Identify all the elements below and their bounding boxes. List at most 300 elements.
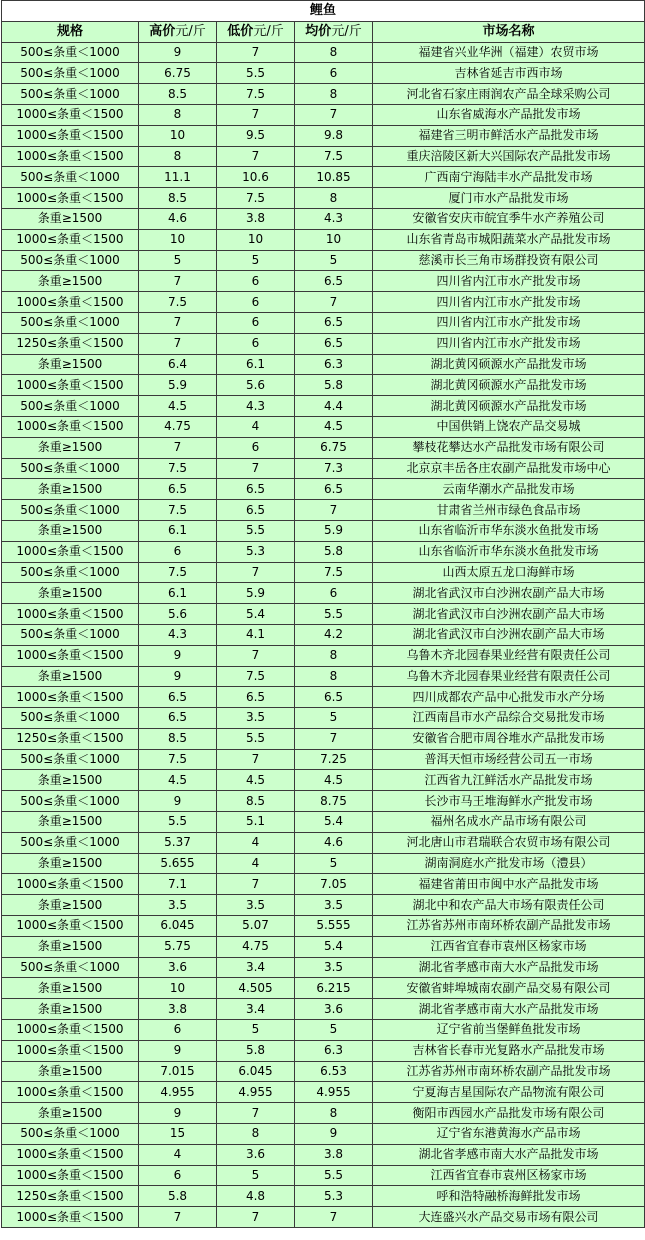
cell-spec: 500≤条重＜1000 (2, 500, 139, 521)
cell-avg-price: 7.05 (295, 874, 373, 895)
cell-high-price: 9 (139, 1040, 217, 1061)
cell-spec: 1000≤条重＜1500 (2, 188, 139, 209)
cell-low-price: 3.8 (217, 208, 295, 229)
cell-market: 辽宁省前当堡鲜鱼批发市场 (373, 1020, 645, 1041)
cell-avg-price: 4.955 (295, 1082, 373, 1103)
cell-avg-price: 7.5 (295, 562, 373, 583)
header-avg-unit: 元/斤 (331, 24, 362, 40)
cell-low-price: 3.4 (217, 957, 295, 978)
cell-low-price: 4.5 (217, 770, 295, 791)
cell-low-price: 5.1 (217, 812, 295, 833)
cell-spec: 条重≥1500 (2, 999, 139, 1020)
cell-market: 长沙市马王堆海鲜水产批发市场 (373, 791, 645, 812)
table-row (2, 666, 645, 687)
cell-spec: 1250≤条重＜1500 (2, 333, 139, 354)
cell-high-price: 4.5 (139, 770, 217, 791)
cell-high-price: 8.5 (139, 84, 217, 105)
cell-low-price: 5.07 (217, 916, 295, 937)
cell-market: 山东省临沂市华东淡水鱼批发市场 (373, 541, 645, 562)
cell-market: 四川省内江市水产批发市场 (373, 292, 645, 313)
table-row (2, 1020, 645, 1041)
table-row (2, 1061, 645, 1082)
cell-market: 福建省兴业华洲（福建）农贸市场 (373, 42, 645, 63)
cell-market: 湖南洞庭水产批发市场（澧县） (373, 853, 645, 874)
header-low-label: 低价 (227, 24, 254, 40)
cell-low-price: 4.1 (217, 624, 295, 645)
cell-low-price: 4.3 (217, 396, 295, 417)
cell-spec: 1000≤条重＜1500 (2, 916, 139, 937)
cell-market: 中国供销上饶农产品交易城 (373, 416, 645, 437)
table-row (2, 1040, 645, 1061)
header-high-label: 高价 (149, 24, 176, 40)
cell-low-price: 5.8 (217, 1040, 295, 1061)
cell-market: 河北唐山市君瑞联合农贸市场有限公司 (373, 832, 645, 853)
cell-avg-price: 6.3 (295, 1040, 373, 1061)
cell-avg-price: 7.3 (295, 458, 373, 479)
cell-avg-price: 6 (295, 583, 373, 604)
cell-high-price: 5.37 (139, 832, 217, 853)
cell-high-price: 7.5 (139, 562, 217, 583)
cell-avg-price: 5.555 (295, 916, 373, 937)
cell-market: 江西南昌市水产品综合交易批发市场 (373, 708, 645, 729)
table-row (2, 916, 645, 937)
cell-spec: 1000≤条重＜1500 (2, 1020, 139, 1041)
cell-spec: 500≤条重＜1000 (2, 84, 139, 105)
cell-low-price: 7 (217, 458, 295, 479)
cell-market: 普洱天恒市场经营公司五一市场 (373, 749, 645, 770)
cell-high-price: 6.5 (139, 479, 217, 500)
cell-spec: 500≤条重＜1000 (2, 250, 139, 271)
cell-low-price: 5.9 (217, 583, 295, 604)
cell-high-price: 5.75 (139, 936, 217, 957)
cell-avg-price: 4.5 (295, 416, 373, 437)
cell-high-price: 10 (139, 978, 217, 999)
table-row (2, 957, 645, 978)
cell-market: 四川省内江市水产批发市场 (373, 312, 645, 333)
cell-market: 福州名成水产品市场有限公司 (373, 812, 645, 833)
cell-avg-price: 3.6 (295, 999, 373, 1020)
cell-market: 湖北黄冈硕源水产品批发市场 (373, 354, 645, 375)
cell-low-price: 4.75 (217, 936, 295, 957)
cell-spec: 条重≥1500 (2, 479, 139, 500)
cell-high-price: 8.5 (139, 188, 217, 209)
table-row (2, 104, 645, 125)
cell-high-price: 6.75 (139, 63, 217, 84)
header-high-unit: 元/斤 (175, 24, 206, 40)
cell-low-price: 5 (217, 1165, 295, 1186)
header-avg-label: 均价 (305, 24, 332, 40)
table-row (2, 874, 645, 895)
cell-spec: 1000≤条重＜1500 (2, 1040, 139, 1061)
header-spec: 规格 (2, 21, 139, 42)
table-row (2, 687, 645, 708)
cell-avg-price: 8 (295, 42, 373, 63)
cell-avg-price: 5.4 (295, 812, 373, 833)
cell-spec: 条重≥1500 (2, 853, 139, 874)
cell-high-price: 4.3 (139, 624, 217, 645)
cell-low-price: 7.5 (217, 188, 295, 209)
cell-market: 四川省内江市水产批发市场 (373, 271, 645, 292)
cell-spec: 500≤条重＜1000 (2, 957, 139, 978)
cell-spec: 条重≥1500 (2, 520, 139, 541)
cell-spec: 1000≤条重＜1500 (2, 541, 139, 562)
cell-low-price: 7 (217, 562, 295, 583)
cell-low-price: 5.6 (217, 375, 295, 396)
cell-market: 河北省石家庄雨润农产品全球采购公司 (373, 84, 645, 105)
cell-high-price: 5 (139, 250, 217, 271)
table-row (2, 1124, 645, 1145)
cell-spec: 条重≥1500 (2, 895, 139, 916)
cell-low-price: 7 (217, 42, 295, 63)
table-row (2, 895, 645, 916)
cell-low-price: 5.3 (217, 541, 295, 562)
table-row (2, 292, 645, 313)
cell-high-price: 7 (139, 271, 217, 292)
cell-avg-price: 5.5 (295, 604, 373, 625)
cell-avg-price: 5.8 (295, 375, 373, 396)
cell-high-price: 7.015 (139, 1061, 217, 1082)
cell-high-price: 6 (139, 541, 217, 562)
cell-low-price: 4 (217, 853, 295, 874)
cell-high-price: 15 (139, 1124, 217, 1145)
cell-high-price: 4.75 (139, 416, 217, 437)
cell-spec: 1000≤条重＜1500 (2, 1207, 139, 1228)
table-row (2, 812, 645, 833)
cell-market: 吉林省长春市光复路水产品批发市场 (373, 1040, 645, 1061)
cell-spec: 1000≤条重＜1500 (2, 687, 139, 708)
cell-avg-price: 9.8 (295, 125, 373, 146)
cell-low-price: 4.955 (217, 1082, 295, 1103)
cell-spec: 条重≥1500 (2, 1103, 139, 1124)
cell-avg-price: 6.215 (295, 978, 373, 999)
table-row (2, 749, 645, 770)
cell-avg-price: 5.8 (295, 541, 373, 562)
cell-spec: 1000≤条重＜1500 (2, 416, 139, 437)
table-row (2, 63, 645, 84)
table-row (2, 562, 645, 583)
cell-avg-price: 5 (295, 250, 373, 271)
cell-low-price: 5 (217, 1020, 295, 1041)
cell-spec: 1000≤条重＜1500 (2, 874, 139, 895)
cell-avg-price: 8 (295, 84, 373, 105)
cell-spec: 条重≥1500 (2, 770, 139, 791)
table-row (2, 645, 645, 666)
cell-low-price: 6.5 (217, 479, 295, 500)
cell-market: 湖北省武汉市白沙洲农副产品大市场 (373, 583, 645, 604)
cell-spec: 1250≤条重＜1500 (2, 728, 139, 749)
table-row (2, 312, 645, 333)
cell-avg-price: 7.5 (295, 146, 373, 167)
cell-high-price: 8 (139, 104, 217, 125)
cell-high-price: 6 (139, 1020, 217, 1041)
cell-low-price: 5.4 (217, 604, 295, 625)
cell-spec: 500≤条重＜1000 (2, 749, 139, 770)
cell-market: 北京京丰岳各庄农副产品批发市场中心 (373, 458, 645, 479)
table-row (2, 458, 645, 479)
cell-avg-price: 9 (295, 1124, 373, 1145)
table-row (2, 208, 645, 229)
cell-avg-price: 6.53 (295, 1061, 373, 1082)
cell-high-price: 8 (139, 146, 217, 167)
table-row (2, 1103, 645, 1124)
cell-market: 广西南宁海陆丰水产品批发市场 (373, 167, 645, 188)
cell-market: 宁夏海吉星国际农产品物流有限公司 (373, 1082, 645, 1103)
cell-spec: 1000≤条重＜1500 (2, 292, 139, 313)
cell-avg-price: 7 (295, 292, 373, 313)
table-row (2, 1082, 645, 1103)
cell-market: 福建省莆田市闽中水产品批发市场 (373, 874, 645, 895)
cell-low-price: 3.5 (217, 895, 295, 916)
cell-market: 山西太原五龙口海鲜市场 (373, 562, 645, 583)
cell-spec: 1000≤条重＜1500 (2, 604, 139, 625)
cell-spec: 条重≥1500 (2, 666, 139, 687)
cell-low-price: 4 (217, 416, 295, 437)
cell-market: 厦门市水产品批发市场 (373, 188, 645, 209)
cell-high-price: 3.5 (139, 895, 217, 916)
cell-market: 江西省宜春市袁州区杨家市场 (373, 936, 645, 957)
cell-avg-price: 8.75 (295, 791, 373, 812)
table-row (2, 1144, 645, 1165)
cell-market: 湖北省武汉市白沙洲农副产品大市场 (373, 624, 645, 645)
cell-low-price: 6 (217, 312, 295, 333)
cell-avg-price: 7 (295, 500, 373, 521)
cell-avg-price: 3.8 (295, 1144, 373, 1165)
cell-low-price: 6.5 (217, 687, 295, 708)
cell-low-price: 6.5 (217, 500, 295, 521)
cell-high-price: 6.5 (139, 708, 217, 729)
cell-low-price: 4.8 (217, 1186, 295, 1207)
cell-spec: 条重≥1500 (2, 978, 139, 999)
cell-low-price: 5 (217, 250, 295, 271)
cell-high-price: 4.5 (139, 396, 217, 417)
cell-avg-price: 5 (295, 853, 373, 874)
cell-market: 湖北中和农产品大市场有限责任公司 (373, 895, 645, 916)
cell-market: 湖北黄冈硕源水产品批发市场 (373, 375, 645, 396)
cell-low-price: 5.5 (217, 728, 295, 749)
cell-low-price: 3.4 (217, 999, 295, 1020)
cell-high-price: 7 (139, 333, 217, 354)
table-row (2, 250, 645, 271)
cell-spec: 1000≤条重＜1500 (2, 645, 139, 666)
cell-low-price: 9.5 (217, 125, 295, 146)
table-row (2, 333, 645, 354)
cell-market: 福建省三明市鲜活水产品批发市场 (373, 125, 645, 146)
cell-spec: 500≤条重＜1000 (2, 396, 139, 417)
cell-market: 湖北省武汉市白沙洲农副产品大市场 (373, 604, 645, 625)
cell-high-price: 9 (139, 42, 217, 63)
cell-high-price: 6.1 (139, 520, 217, 541)
cell-market: 湖北省孝感市南大水产品批发市场 (373, 957, 645, 978)
cell-low-price: 8.5 (217, 791, 295, 812)
cell-low-price: 5.5 (217, 520, 295, 541)
cell-high-price: 9 (139, 645, 217, 666)
cell-avg-price: 5.5 (295, 1165, 373, 1186)
cell-high-price: 7 (139, 1207, 217, 1228)
cell-avg-price: 4.3 (295, 208, 373, 229)
cell-avg-price: 7 (295, 728, 373, 749)
cell-high-price: 4.955 (139, 1082, 217, 1103)
cell-low-price: 7 (217, 749, 295, 770)
cell-high-price: 6.4 (139, 354, 217, 375)
cell-high-price: 7.5 (139, 458, 217, 479)
table-row (2, 229, 645, 250)
cell-high-price: 4 (139, 1144, 217, 1165)
cell-market: 呼和浩特融桥海鲜批发市场 (373, 1186, 645, 1207)
cell-high-price: 5.9 (139, 375, 217, 396)
cell-spec: 1000≤条重＜1500 (2, 1082, 139, 1103)
cell-spec: 500≤条重＜1000 (2, 708, 139, 729)
cell-low-price: 4.505 (217, 978, 295, 999)
cell-avg-price: 10.85 (295, 167, 373, 188)
cell-high-price: 5.5 (139, 812, 217, 833)
cell-market: 湖北省孝感市南大水产品批发市场 (373, 1144, 645, 1165)
table-row (2, 167, 645, 188)
cell-market: 山东省青岛市城阳蔬菜水产品批发市场 (373, 229, 645, 250)
cell-avg-price: 8 (295, 645, 373, 666)
cell-market: 乌鲁木齐北园春果业经营有限责任公司 (373, 666, 645, 687)
cell-avg-price: 4.5 (295, 770, 373, 791)
cell-market: 湖北省孝感市南大水产品批发市场 (373, 999, 645, 1020)
cell-low-price: 7 (217, 104, 295, 125)
cell-low-price: 7.5 (217, 84, 295, 105)
cell-market: 甘肃省兰州市绿色食品市场 (373, 500, 645, 521)
table-row (2, 479, 645, 500)
cell-spec: 500≤条重＜1000 (2, 1124, 139, 1145)
table-row (2, 604, 645, 625)
cell-spec: 500≤条重＜1000 (2, 63, 139, 84)
cell-market: 衡阳市西园水产品批发市场有限公司 (373, 1103, 645, 1124)
cell-market: 慈溪市长三角市场群投资有限公司 (373, 250, 645, 271)
cell-high-price: 8.5 (139, 728, 217, 749)
cell-market: 吉林省延吉市西市场 (373, 63, 645, 84)
cell-spec: 1250≤条重＜1500 (2, 1186, 139, 1207)
table-row (2, 375, 645, 396)
cell-avg-price: 5 (295, 708, 373, 729)
table-row (2, 84, 645, 105)
header-row (2, 21, 645, 42)
cell-market: 云南华潮水产品批发市场 (373, 479, 645, 500)
table-row (2, 146, 645, 167)
cell-high-price: 6.045 (139, 916, 217, 937)
header-market: 市场名称 (373, 21, 645, 42)
cell-avg-price: 5.4 (295, 936, 373, 957)
cell-spec: 1000≤条重＜1500 (2, 146, 139, 167)
cell-low-price: 7 (217, 1103, 295, 1124)
table-row (2, 500, 645, 521)
table-row (2, 271, 645, 292)
cell-market: 安徽省蚌埠城南农副产品交易有限公司 (373, 978, 645, 999)
cell-high-price: 5.8 (139, 1186, 217, 1207)
cell-avg-price: 10 (295, 229, 373, 250)
cell-avg-price: 6.3 (295, 354, 373, 375)
cell-market: 江西省九江鲜活水产品批发市场 (373, 770, 645, 791)
cell-high-price: 7 (139, 437, 217, 458)
cell-spec: 500≤条重＜1000 (2, 458, 139, 479)
table-row (2, 396, 645, 417)
cell-low-price: 4 (217, 832, 295, 853)
cell-avg-price: 3.5 (295, 895, 373, 916)
cell-low-price: 6 (217, 271, 295, 292)
table-row (2, 978, 645, 999)
table-row (2, 770, 645, 791)
cell-low-price: 10.6 (217, 167, 295, 188)
cell-market: 湖北黄冈硕源水产品批发市场 (373, 396, 645, 417)
cell-high-price: 10 (139, 125, 217, 146)
cell-market: 江苏省苏州市南环桥农副产品批发市场 (373, 1061, 645, 1082)
cell-avg-price: 5.3 (295, 1186, 373, 1207)
cell-spec: 500≤条重＜1000 (2, 42, 139, 63)
cell-high-price: 4.6 (139, 208, 217, 229)
header-low-price (217, 21, 295, 42)
cell-low-price: 3.6 (217, 1144, 295, 1165)
cell-avg-price: 8 (295, 1103, 373, 1124)
header-high-price (139, 21, 217, 42)
table-row (2, 541, 645, 562)
cell-high-price: 9 (139, 666, 217, 687)
cell-spec: 1000≤条重＜1500 (2, 375, 139, 396)
cell-high-price: 5.655 (139, 853, 217, 874)
cell-market: 安徽省安庆市皖宜季牛水产养殖公司 (373, 208, 645, 229)
cell-avg-price: 6.5 (295, 271, 373, 292)
cell-low-price: 10 (217, 229, 295, 250)
table-row (2, 1165, 645, 1186)
cell-spec: 1000≤条重＜1500 (2, 125, 139, 146)
cell-low-price: 6.1 (217, 354, 295, 375)
cell-market: 安徽省合肥市周谷堆水产品批发市场 (373, 728, 645, 749)
cell-avg-price: 7.25 (295, 749, 373, 770)
cell-spec: 1000≤条重＜1500 (2, 104, 139, 125)
cell-market: 攀枝花攀达水产品批发市场有限公司 (373, 437, 645, 458)
cell-avg-price: 5.9 (295, 520, 373, 541)
cell-avg-price: 3.5 (295, 957, 373, 978)
cell-high-price: 10 (139, 229, 217, 250)
cell-high-price: 9 (139, 791, 217, 812)
cell-low-price: 6 (217, 292, 295, 313)
cell-high-price: 6 (139, 1165, 217, 1186)
cell-spec: 条重≥1500 (2, 437, 139, 458)
cell-high-price: 7.1 (139, 874, 217, 895)
cell-avg-price: 6.5 (295, 312, 373, 333)
cell-market: 辽宁省东港黄海水产品市场 (373, 1124, 645, 1145)
cell-low-price: 7.5 (217, 666, 295, 687)
cell-high-price: 11.1 (139, 167, 217, 188)
cell-market: 重庆涪陵区新大兴国际农产品批发市场 (373, 146, 645, 167)
cell-high-price: 7.5 (139, 749, 217, 770)
cell-market: 山东省临沂市华东淡水鱼批发市场 (373, 520, 645, 541)
table-row (2, 125, 645, 146)
cell-high-price: 9 (139, 1103, 217, 1124)
cell-avg-price: 6.5 (295, 687, 373, 708)
table-row (2, 708, 645, 729)
table-row (2, 437, 645, 458)
cell-high-price: 6.1 (139, 583, 217, 604)
cell-spec: 条重≥1500 (2, 354, 139, 375)
table-title: 鲤鱼 (2, 1, 645, 22)
table-row (2, 1207, 645, 1228)
table-row (2, 1186, 645, 1207)
cell-avg-price: 4.4 (295, 396, 373, 417)
table-row (2, 791, 645, 812)
table-row (2, 624, 645, 645)
cell-spec: 500≤条重＜1000 (2, 167, 139, 188)
cell-low-price: 7 (217, 645, 295, 666)
cell-spec: 1000≤条重＜1500 (2, 229, 139, 250)
cell-spec: 500≤条重＜1000 (2, 562, 139, 583)
cell-market: 大连盛兴水产品交易市场有限公司 (373, 1207, 645, 1228)
cell-market: 江西省宜春市袁州区杨家市场 (373, 1165, 645, 1186)
header-avg-price (295, 21, 373, 42)
table-row (2, 583, 645, 604)
